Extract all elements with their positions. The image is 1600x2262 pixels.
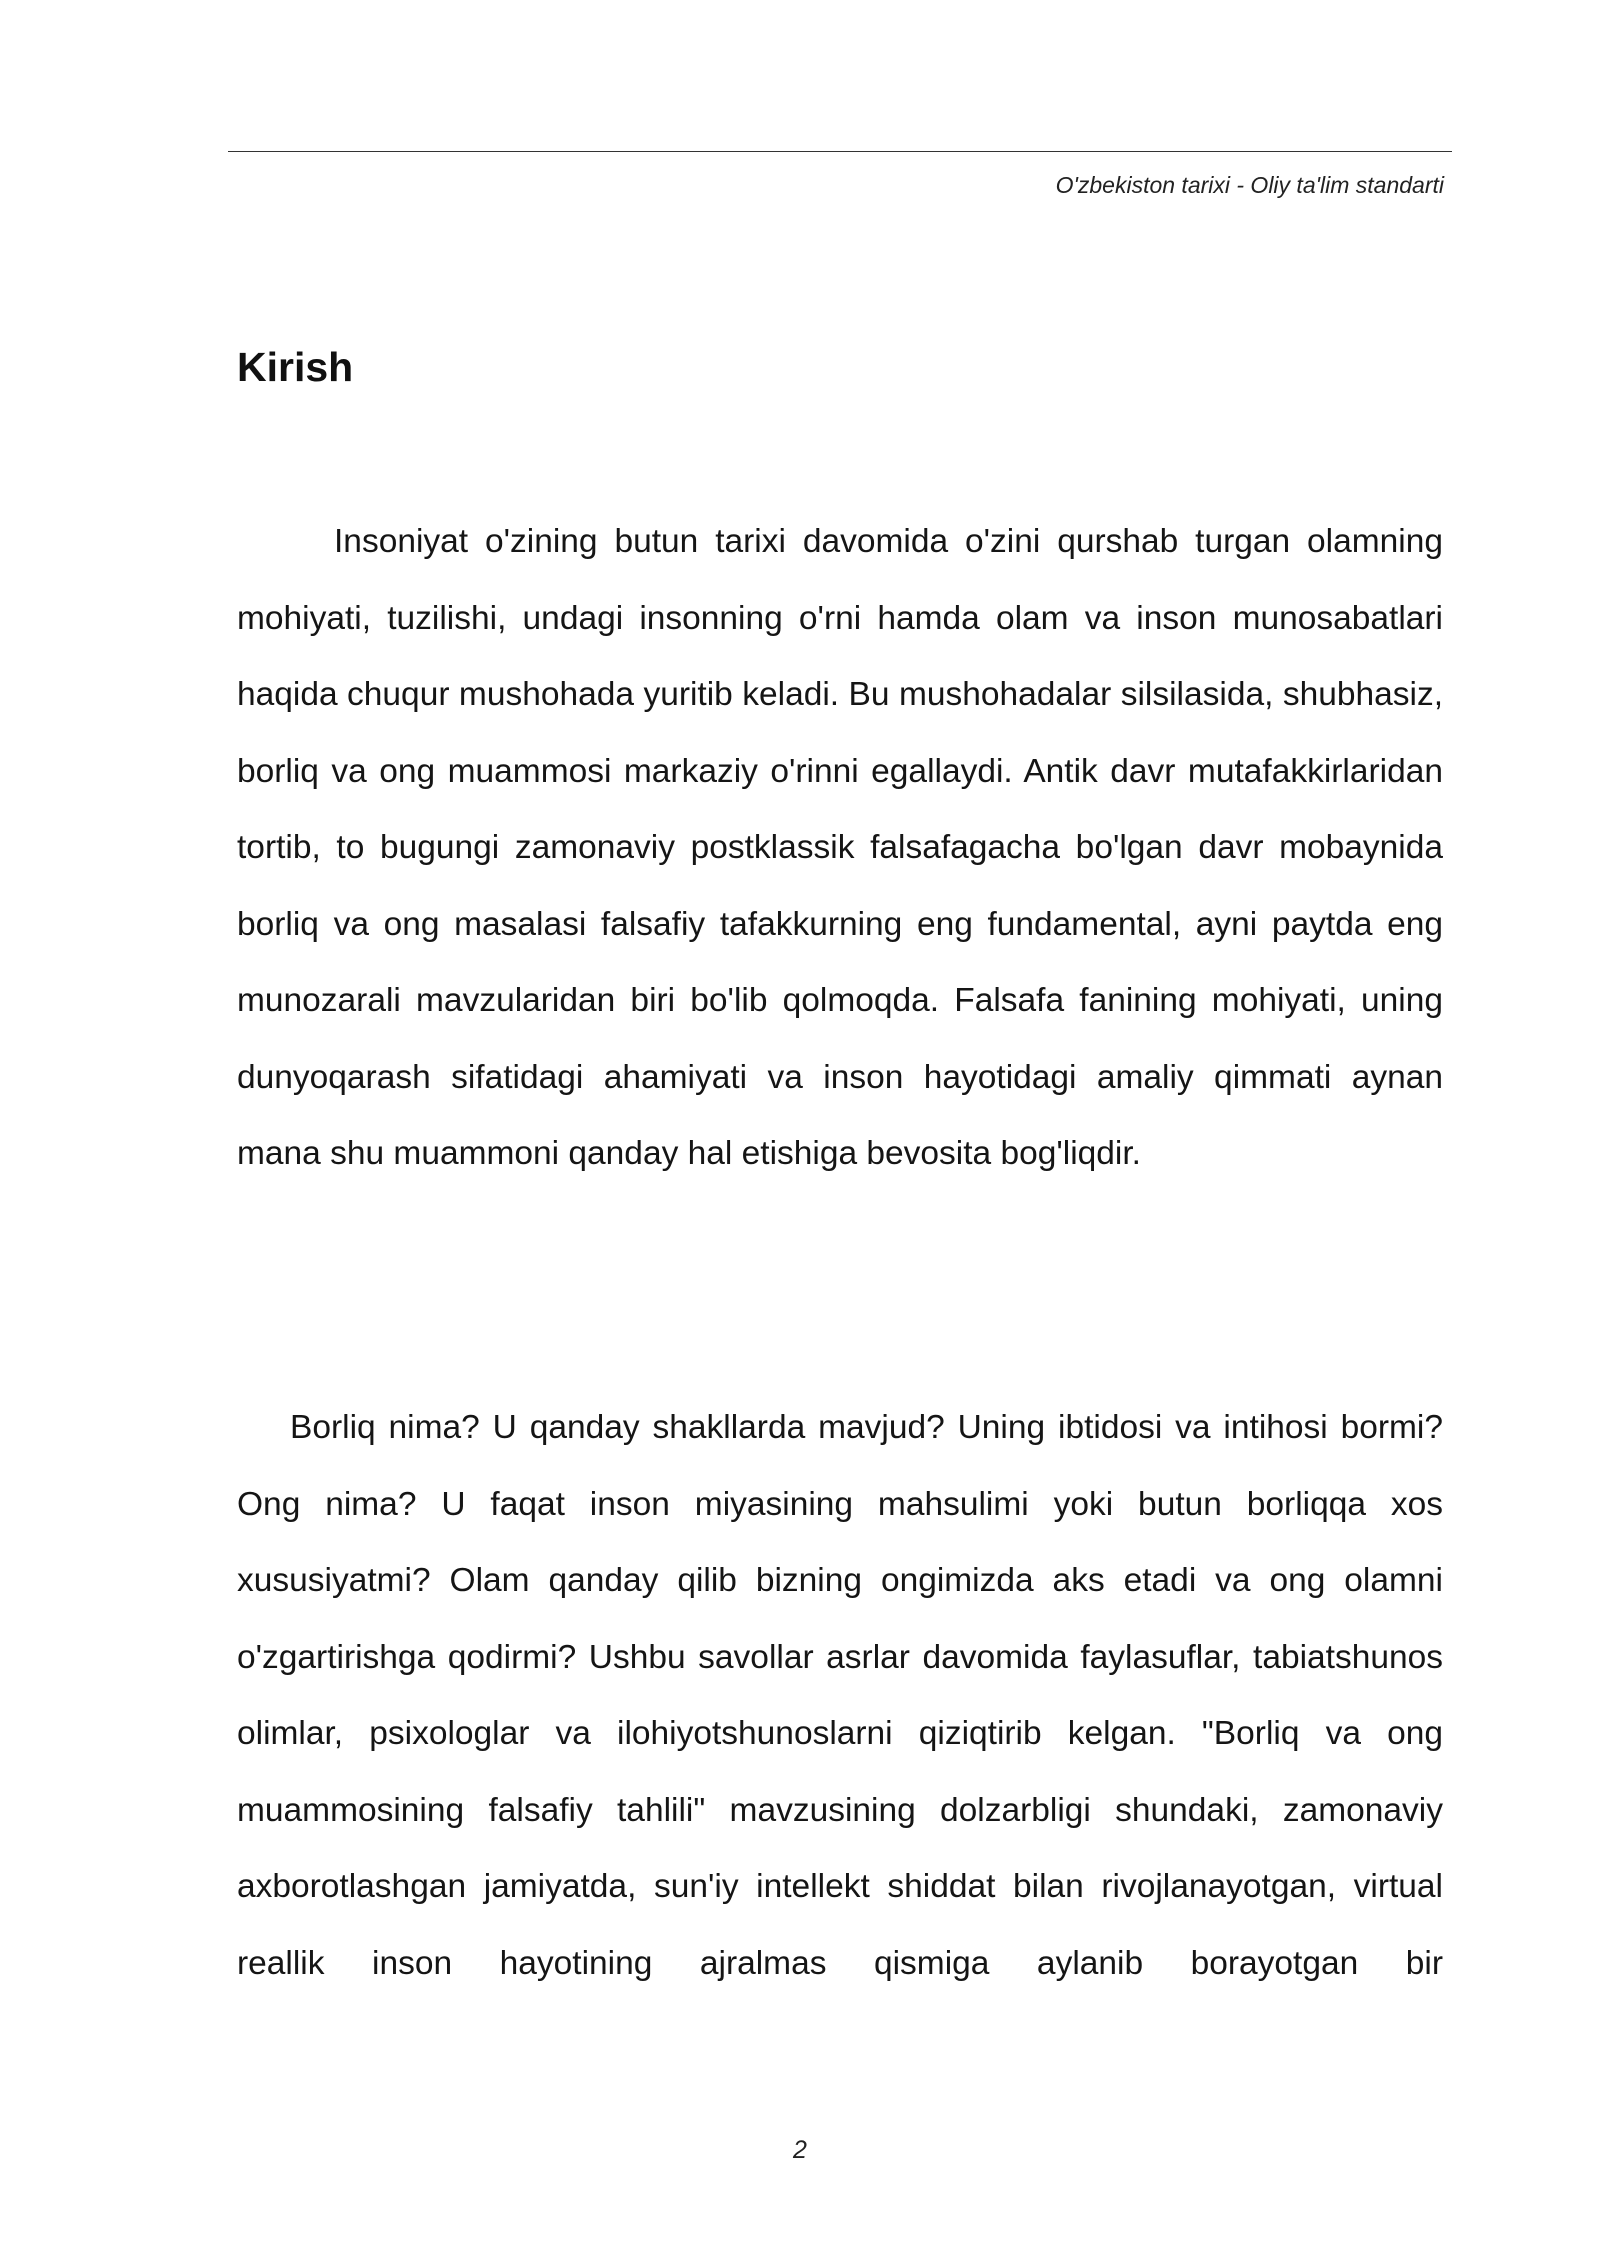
body-paragraph-2: Borliq nima? U qanday shakllarda mavjud? Uning ibtidosi va intihosi bormi? Ong nima? U faqat inson miyasining mahsulimi yoki butun borliqqa xos xususiyatmi? Olam qanday qilib bizning ongimizda aks etadi va ong olamni o'zgartirishga qodirmi? Ushbu savollar asrlar davomida faylasuflar, tabiatshunos olimlar, psixologlar va ilohiyotshunoslarni qiziqtirib kelgan. "Borliq va ong muammosining falsafiy tahlili" mavzusining dolzarbligi shundaki, zamonaviy axborotlashgan jamiyatda, sun'iy intellekt shiddat bilan rivojlanayotgan, virtual reallik inson hayotining ajralmas qismiga aylanib borayotgan bir: [237, 1409, 1443, 1982]
page-number: 2: [793, 2136, 807, 2164]
header-divider: [228, 151, 1452, 152]
running-header: O'zbekiston tarixi - Oliy ta'lim standarti: [1055, 172, 1444, 198]
section-heading: Kirish: [237, 344, 354, 390]
body-paragraph-1: Insoniyat o'zining butun tarixi davomida o'zini qurshab turgan olamning mohiyati, tuzilishi, undagi insonning o'rni hamda olam va inson munosabatlari haqida chuqur mushohada yuritib keladi. Bu mushohadalar silsilasida, shubhasiz, borliq va ong muammosi markaziy o'rinni egallaydi. Antik davr mutafakkirlaridan tortib, to bugungi zamonaviy postklassik falsafagacha bo'lgan davr mobaynida borliq va ong masalasi falsafiy tafakkurning eng fundamental, ayni paytda eng munozarali mavzularidan biri bo'lib qolmoqda. Falsafa fanining mohiyati, uning dunyoqarash sifatidagi ahamiyati va inson hayotidagi amaliy qimmati aynan mana shu muammoni qanday hal etishiga bevosita bog'liqdir.: [237, 523, 1443, 1172]
